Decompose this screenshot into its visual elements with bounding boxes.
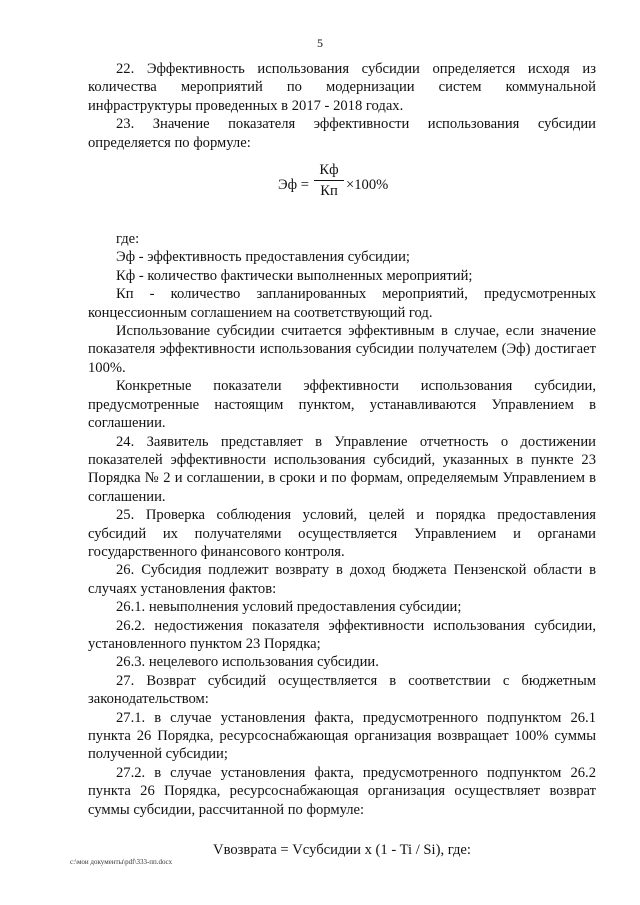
definition-kp: Кп - количество запланированных мероприятий, предусмотренных концессионным соглашением на соответствующий год. xyxy=(88,286,596,321)
paragraph-24: 24. Заявитель представляет в Управление отчетность о достижении показателей эффективности использования субсидий, указанных в пункте 23 Порядка № 2 и соглашении, в сроки и по формам, определяемым Управлением в соглашении. xyxy=(88,433,596,505)
paragraph-26-1: 26.1. невыполнения условий предоставления субсидии; xyxy=(116,599,462,616)
paragraph-26: 26. Субсидия подлежит возврату в доход бюджета Пензенской области в случаях установления фактов: xyxy=(88,562,596,597)
paragraph-26-3: 26.3. нецелевого использования субсидии. xyxy=(116,654,379,671)
paragraph-27-2: 27.2. в случае установления факта, предусмотренного подпунктом 26.2 пункта 26 Порядка, ресурсоснабжающая организация осуществляет возврат суммы субсидии, рассчитанной по формуле: xyxy=(88,764,596,818)
paragraph-22: 22. Эффективность использования субсидии определяется исходя из количества мероприятий по модернизации систем коммунальной инфраструктуры проведенных в 2017 - 2018 годах. xyxy=(88,61,596,114)
where-label: где: xyxy=(116,231,140,248)
paragraph-27-1: 27.1. в случае установления факта, предусмотренного подпунктом 26.1 пункта 26 Порядка, ресурсоснабжающая организация возвращает 100% суммы полученной субсидии; xyxy=(88,709,596,763)
document-body xyxy=(88,60,596,859)
efficiency-formula xyxy=(88,158,596,220)
file-path-footer: c:\мои документы\pdf\333-пп.docx xyxy=(70,858,173,866)
fraction-bar xyxy=(314,180,344,181)
paragraph-25: 25. Проверка соблюдения условий, целей и порядка предоставления субсидий их получателями осуществляется Управлением и органами государственного финансового контроля. xyxy=(88,507,596,560)
refund-formula: Vвозврата = Vсубсидии x (1 - Ti / Si), где: xyxy=(213,842,471,859)
formula-fraction xyxy=(314,161,344,200)
definition-kf: Кф - количество фактически выполненных мероприятий; xyxy=(116,267,473,284)
page-number: 5 xyxy=(317,36,323,50)
formula-denominator: Кп xyxy=(320,183,338,200)
paragraph-27: 27. Возврат субсидий осуществляется в соответствии с бюджетным законодательством: xyxy=(88,672,596,708)
paragraph-23: 23. Значение показателя эффективности использования субсидии определяется по формуле: xyxy=(88,116,596,151)
formula-numerator: Кф xyxy=(319,162,339,179)
formula-lhs: Эф = xyxy=(278,177,309,194)
definition-ef: Эф - эффективность предоставления субсидии; xyxy=(116,249,410,266)
paragraph-26-2: 26.2. недостижения показателя эффективности использования субсидии, установленного пунктом 23 Порядка; xyxy=(88,617,596,652)
paragraph-concrete-indicators: Конкретные показатели эффективности использования субсидии, предусмотренные настоящим пунктом, устанавливаются Управлением в соглашении. xyxy=(88,378,596,432)
paragraph-use-effective: Использование субсидии считается эффективным в случае, если значение показателя эффективности использования субсидии получателем (Эф) достигает 100%. xyxy=(88,323,596,376)
formula-multiplier: ×100% xyxy=(346,177,389,194)
